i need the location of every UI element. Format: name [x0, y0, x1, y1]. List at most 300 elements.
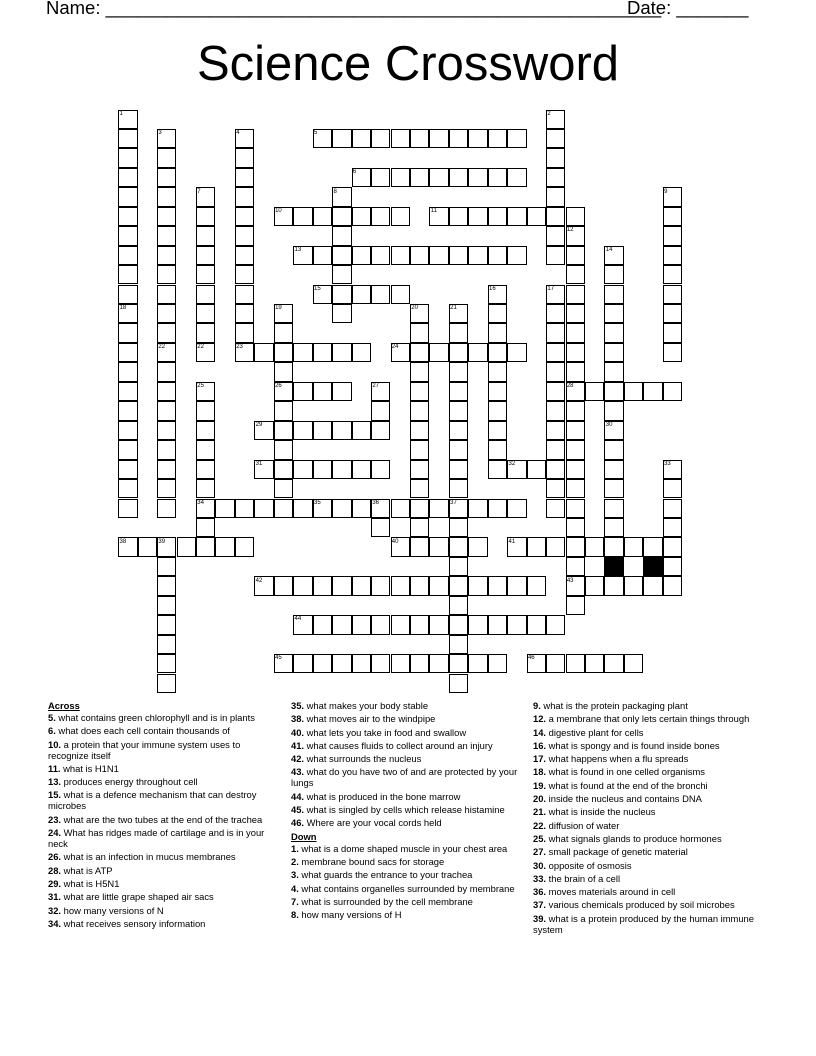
grid-cell[interactable]: [332, 207, 351, 226]
grid-cell[interactable]: [624, 654, 643, 673]
grid-cell[interactable]: [118, 479, 137, 498]
grid-cell[interactable]: [585, 576, 604, 595]
grid-cell[interactable]: [118, 401, 137, 420]
grid-cell[interactable]: [371, 168, 390, 187]
grid-cell[interactable]: [157, 479, 176, 498]
grid-cell[interactable]: [507, 129, 526, 148]
grid-cell[interactable]: [410, 440, 429, 459]
grid-cell[interactable]: [352, 129, 371, 148]
grid-cell[interactable]: [449, 323, 468, 342]
grid-cell[interactable]: [371, 460, 390, 479]
grid-cell[interactable]: [352, 285, 371, 304]
grid-cell[interactable]: [429, 499, 448, 518]
grid-cell[interactable]: [410, 401, 429, 420]
grid-cell[interactable]: [488, 207, 507, 226]
grid-cell[interactable]: [293, 499, 312, 518]
grid-cell[interactable]: [585, 382, 604, 401]
grid-cell[interactable]: [313, 460, 332, 479]
grid-cell[interactable]: [410, 615, 429, 634]
grid-cell[interactable]: [429, 246, 448, 265]
grid-cell[interactable]: [410, 382, 429, 401]
grid-cell[interactable]: [118, 148, 137, 167]
grid-cell[interactable]: [468, 537, 487, 556]
grid-cell[interactable]: [410, 537, 429, 556]
grid-cell[interactable]: [546, 129, 565, 148]
grid-cell[interactable]: [449, 460, 468, 479]
grid-cell[interactable]: [157, 382, 176, 401]
grid-cell[interactable]: [274, 440, 293, 459]
grid-cell[interactable]: [371, 129, 390, 148]
grid-cell[interactable]: [157, 148, 176, 167]
grid-cell[interactable]: [546, 382, 565, 401]
grid-cell[interactable]: [332, 654, 351, 673]
grid-cell[interactable]: [527, 460, 546, 479]
grid-cell[interactable]: [371, 576, 390, 595]
grid-cell[interactable]: [118, 382, 137, 401]
grid-cell[interactable]: [566, 440, 585, 459]
grid-cell[interactable]: [566, 401, 585, 420]
grid-cell[interactable]: [546, 246, 565, 265]
grid-cell[interactable]: [604, 382, 623, 401]
date-field[interactable]: Date: _______: [627, 0, 749, 18]
grid-cell[interactable]: [157, 674, 176, 693]
grid-cell[interactable]: [410, 323, 429, 342]
grid-cell[interactable]: [391, 499, 410, 518]
grid-cell[interactable]: [566, 596, 585, 615]
grid-cell[interactable]: [410, 362, 429, 381]
grid-cell[interactable]: [371, 285, 390, 304]
grid-cell[interactable]: [663, 226, 682, 245]
grid-cell[interactable]: [604, 576, 623, 595]
grid-cell[interactable]: [235, 207, 254, 226]
grid-cell[interactable]: [604, 265, 623, 284]
grid-cell[interactable]: [352, 576, 371, 595]
grid-cell[interactable]: [118, 207, 137, 226]
grid-cell[interactable]: [604, 285, 623, 304]
grid-cell[interactable]: [604, 499, 623, 518]
grid-cell[interactable]: [196, 246, 215, 265]
grid-cell[interactable]: [332, 615, 351, 634]
grid-cell[interactable]: [566, 479, 585, 498]
grid-cell[interactable]: [157, 265, 176, 284]
grid-cell[interactable]: [118, 285, 137, 304]
grid-cell[interactable]: [527, 207, 546, 226]
grid-cell[interactable]: [157, 304, 176, 323]
grid-cell[interactable]: [488, 304, 507, 323]
grid-cell[interactable]: [196, 421, 215, 440]
grid-cell[interactable]: [488, 246, 507, 265]
grid-cell[interactable]: [566, 421, 585, 440]
grid-cell[interactable]: [410, 129, 429, 148]
grid-cell[interactable]: [391, 615, 410, 634]
grid-cell[interactable]: [488, 499, 507, 518]
grid-cell[interactable]: [410, 499, 429, 518]
grid-cell[interactable]: [449, 401, 468, 420]
grid-cell[interactable]: [410, 421, 429, 440]
grid-cell[interactable]: [118, 421, 137, 440]
grid-cell[interactable]: [566, 362, 585, 381]
grid-cell[interactable]: [352, 499, 371, 518]
grid-cell[interactable]: [215, 499, 234, 518]
grid-cell[interactable]: [429, 537, 448, 556]
grid-cell[interactable]: [177, 537, 196, 556]
grid-cell[interactable]: [546, 148, 565, 167]
grid-cell[interactable]: [391, 246, 410, 265]
grid-cell[interactable]: [488, 421, 507, 440]
grid-cell[interactable]: [235, 265, 254, 284]
grid-cell[interactable]: [410, 479, 429, 498]
grid-cell[interactable]: [429, 654, 448, 673]
grid-cell[interactable]: [371, 518, 390, 537]
grid-cell[interactable]: [118, 323, 137, 342]
grid-cell[interactable]: [507, 499, 526, 518]
grid-cell[interactable]: [157, 323, 176, 342]
grid-cell[interactable]: [566, 246, 585, 265]
grid-cell[interactable]: [468, 129, 487, 148]
grid-cell[interactable]: [488, 323, 507, 342]
grid-cell[interactable]: [157, 499, 176, 518]
grid-cell[interactable]: [196, 440, 215, 459]
grid-cell[interactable]: [546, 479, 565, 498]
grid-cell[interactable]: [566, 207, 585, 226]
grid-cell[interactable]: [468, 499, 487, 518]
grid-cell[interactable]: [429, 576, 448, 595]
grid-cell[interactable]: [546, 187, 565, 206]
grid-cell[interactable]: [196, 323, 215, 342]
grid-cell[interactable]: [604, 460, 623, 479]
grid-cell[interactable]: [488, 129, 507, 148]
grid-cell[interactable]: [604, 343, 623, 362]
grid-cell[interactable]: [352, 207, 371, 226]
grid-cell[interactable]: [332, 421, 351, 440]
grid-cell[interactable]: [274, 323, 293, 342]
grid-cell[interactable]: [546, 362, 565, 381]
grid-cell[interactable]: [196, 537, 215, 556]
grid-cell[interactable]: [507, 246, 526, 265]
grid-cell[interactable]: [118, 460, 137, 479]
grid-cell[interactable]: [313, 421, 332, 440]
grid-cell[interactable]: [157, 615, 176, 634]
grid-cell[interactable]: [293, 382, 312, 401]
grid-cell[interactable]: [391, 168, 410, 187]
grid-cell[interactable]: [429, 129, 448, 148]
grid-cell[interactable]: [604, 304, 623, 323]
grid-cell[interactable]: [157, 168, 176, 187]
grid-cell[interactable]: [663, 576, 682, 595]
grid-cell[interactable]: [196, 401, 215, 420]
grid-cell[interactable]: [449, 382, 468, 401]
grid-cell[interactable]: [604, 401, 623, 420]
grid-cell[interactable]: [371, 421, 390, 440]
grid-cell[interactable]: [118, 362, 137, 381]
grid-cell[interactable]: [313, 576, 332, 595]
grid-cell[interactable]: [507, 207, 526, 226]
grid-cell[interactable]: [332, 285, 351, 304]
grid-cell[interactable]: [468, 246, 487, 265]
grid-cell[interactable]: [546, 401, 565, 420]
grid-cell[interactable]: [546, 460, 565, 479]
grid-cell[interactable]: [507, 343, 526, 362]
grid-cell[interactable]: [468, 343, 487, 362]
grid-cell[interactable]: [429, 343, 448, 362]
grid-cell[interactable]: [566, 304, 585, 323]
grid-cell[interactable]: [118, 265, 137, 284]
grid-cell[interactable]: [352, 460, 371, 479]
grid-cell[interactable]: [254, 499, 273, 518]
grid-cell[interactable]: [313, 207, 332, 226]
grid-cell[interactable]: [449, 518, 468, 537]
grid-cell[interactable]: [235, 304, 254, 323]
grid-cell[interactable]: [449, 576, 468, 595]
grid-cell[interactable]: [604, 479, 623, 498]
grid-cell[interactable]: [449, 479, 468, 498]
grid-cell[interactable]: [293, 343, 312, 362]
grid-cell[interactable]: [352, 654, 371, 673]
grid-cell[interactable]: [235, 499, 254, 518]
grid-cell[interactable]: [546, 421, 565, 440]
grid-cell[interactable]: [527, 576, 546, 595]
grid-cell[interactable]: [235, 285, 254, 304]
grid-cell[interactable]: [566, 323, 585, 342]
grid-cell[interactable]: [313, 246, 332, 265]
grid-cell[interactable]: [546, 440, 565, 459]
grid-cell[interactable]: [410, 246, 429, 265]
grid-cell[interactable]: [293, 460, 312, 479]
grid-cell[interactable]: [585, 654, 604, 673]
grid-cell[interactable]: [313, 654, 332, 673]
grid-cell[interactable]: [332, 246, 351, 265]
grid-cell[interactable]: [332, 576, 351, 595]
grid-cell[interactable]: [663, 382, 682, 401]
grid-cell[interactable]: [546, 226, 565, 245]
grid-cell[interactable]: [332, 129, 351, 148]
grid-cell[interactable]: [332, 343, 351, 362]
grid-cell[interactable]: [313, 615, 332, 634]
grid-cell[interactable]: [663, 518, 682, 537]
grid-cell[interactable]: [371, 246, 390, 265]
grid-cell[interactable]: [157, 246, 176, 265]
grid-cell[interactable]: [566, 343, 585, 362]
grid-cell[interactable]: [488, 168, 507, 187]
grid-cell[interactable]: [410, 168, 429, 187]
grid-cell[interactable]: [157, 226, 176, 245]
grid-cell[interactable]: [391, 129, 410, 148]
grid-cell[interactable]: [274, 499, 293, 518]
grid-cell[interactable]: [507, 168, 526, 187]
grid-cell[interactable]: [157, 421, 176, 440]
grid-cell[interactable]: [410, 654, 429, 673]
grid-cell[interactable]: [643, 576, 662, 595]
grid-cell[interactable]: [449, 596, 468, 615]
grid-cell[interactable]: [468, 615, 487, 634]
grid-cell[interactable]: [235, 148, 254, 167]
grid-cell[interactable]: [604, 518, 623, 537]
grid-cell[interactable]: [449, 362, 468, 381]
grid-cell[interactable]: [196, 226, 215, 245]
grid-cell[interactable]: [157, 187, 176, 206]
grid-cell[interactable]: [488, 440, 507, 459]
grid-cell[interactable]: [118, 246, 137, 265]
grid-cell[interactable]: [196, 479, 215, 498]
grid-cell[interactable]: [196, 460, 215, 479]
grid-cell[interactable]: [449, 635, 468, 654]
grid-cell[interactable]: [468, 168, 487, 187]
grid-cell[interactable]: [118, 343, 137, 362]
grid-cell[interactable]: [566, 499, 585, 518]
grid-cell[interactable]: [488, 362, 507, 381]
grid-cell[interactable]: [157, 207, 176, 226]
grid-cell[interactable]: [604, 323, 623, 342]
grid-cell[interactable]: [624, 382, 643, 401]
grid-cell[interactable]: [585, 537, 604, 556]
grid-cell[interactable]: [546, 304, 565, 323]
grid-cell[interactable]: [604, 440, 623, 459]
grid-cell[interactable]: [313, 343, 332, 362]
grid-cell[interactable]: [352, 343, 371, 362]
grid-cell[interactable]: [546, 323, 565, 342]
grid-cell[interactable]: [157, 557, 176, 576]
grid-cell[interactable]: [410, 518, 429, 537]
grid-cell[interactable]: [371, 654, 390, 673]
grid-cell[interactable]: [157, 362, 176, 381]
grid-cell[interactable]: [468, 654, 487, 673]
grid-cell[interactable]: [235, 537, 254, 556]
grid-cell[interactable]: [313, 382, 332, 401]
grid-cell[interactable]: [352, 421, 371, 440]
grid-cell[interactable]: [488, 401, 507, 420]
grid-cell[interactable]: [449, 129, 468, 148]
grid-cell[interactable]: [352, 615, 371, 634]
grid-cell[interactable]: [157, 285, 176, 304]
grid-cell[interactable]: [566, 285, 585, 304]
grid-cell[interactable]: [196, 518, 215, 537]
grid-cell[interactable]: [196, 304, 215, 323]
grid-cell[interactable]: [371, 615, 390, 634]
grid-cell[interactable]: [196, 207, 215, 226]
grid-cell[interactable]: [566, 654, 585, 673]
grid-cell[interactable]: [118, 499, 137, 518]
grid-cell[interactable]: [157, 596, 176, 615]
grid-cell[interactable]: [546, 499, 565, 518]
grid-cell[interactable]: [410, 460, 429, 479]
grid-cell[interactable]: [196, 265, 215, 284]
grid-cell[interactable]: [663, 246, 682, 265]
grid-cell[interactable]: [449, 557, 468, 576]
grid-cell[interactable]: [157, 460, 176, 479]
grid-cell[interactable]: [391, 207, 410, 226]
grid-cell[interactable]: [138, 537, 157, 556]
grid-cell[interactable]: [157, 576, 176, 595]
grid-cell[interactable]: [546, 654, 565, 673]
grid-cell[interactable]: [527, 615, 546, 634]
grid-cell[interactable]: [196, 285, 215, 304]
grid-cell[interactable]: [663, 343, 682, 362]
grid-cell[interactable]: [488, 382, 507, 401]
grid-cell[interactable]: [254, 343, 273, 362]
grid-cell[interactable]: [663, 285, 682, 304]
grid-cell[interactable]: [449, 168, 468, 187]
grid-cell[interactable]: [624, 537, 643, 556]
grid-cell[interactable]: [371, 401, 390, 420]
grid-cell[interactable]: [468, 576, 487, 595]
grid-cell[interactable]: [663, 537, 682, 556]
grid-cell[interactable]: [391, 654, 410, 673]
grid-cell[interactable]: [274, 343, 293, 362]
grid-cell[interactable]: [235, 323, 254, 342]
grid-cell[interactable]: [566, 265, 585, 284]
grid-cell[interactable]: [118, 440, 137, 459]
grid-cell[interactable]: [118, 226, 137, 245]
grid-cell[interactable]: [332, 265, 351, 284]
grid-cell[interactable]: [274, 421, 293, 440]
grid-cell[interactable]: [449, 343, 468, 362]
grid-cell[interactable]: [546, 168, 565, 187]
grid-cell[interactable]: [391, 576, 410, 595]
grid-cell[interactable]: [293, 207, 312, 226]
grid-cell[interactable]: [332, 226, 351, 245]
grid-cell[interactable]: [371, 207, 390, 226]
grid-cell[interactable]: [293, 421, 312, 440]
grid-cell[interactable]: [546, 207, 565, 226]
grid-cell[interactable]: [235, 187, 254, 206]
grid-cell[interactable]: [215, 537, 234, 556]
grid-cell[interactable]: [429, 615, 448, 634]
grid-cell[interactable]: [449, 440, 468, 459]
grid-cell[interactable]: [332, 304, 351, 323]
grid-cell[interactable]: [118, 187, 137, 206]
grid-cell[interactable]: [663, 479, 682, 498]
grid-cell[interactable]: [663, 557, 682, 576]
grid-cell[interactable]: [546, 615, 565, 634]
grid-cell[interactable]: [410, 343, 429, 362]
grid-cell[interactable]: [449, 421, 468, 440]
grid-cell[interactable]: [332, 460, 351, 479]
grid-cell[interactable]: [449, 537, 468, 556]
grid-cell[interactable]: [429, 168, 448, 187]
grid-cell[interactable]: [546, 537, 565, 556]
grid-cell[interactable]: [507, 615, 526, 634]
grid-cell[interactable]: [488, 343, 507, 362]
grid-cell[interactable]: [546, 343, 565, 362]
grid-cell[interactable]: [488, 615, 507, 634]
grid-cell[interactable]: [118, 129, 137, 148]
grid-cell[interactable]: [624, 576, 643, 595]
grid-cell[interactable]: [488, 654, 507, 673]
grid-cell[interactable]: [663, 499, 682, 518]
grid-cell[interactable]: [566, 460, 585, 479]
grid-cell[interactable]: [449, 207, 468, 226]
grid-cell[interactable]: [293, 654, 312, 673]
grid-cell[interactable]: [527, 537, 546, 556]
grid-cell[interactable]: [235, 168, 254, 187]
grid-cell[interactable]: [663, 304, 682, 323]
grid-cell[interactable]: [566, 537, 585, 556]
grid-cell[interactable]: [274, 401, 293, 420]
grid-cell[interactable]: [663, 207, 682, 226]
grid-cell[interactable]: [604, 654, 623, 673]
grid-cell[interactable]: [157, 401, 176, 420]
grid-cell[interactable]: [449, 246, 468, 265]
grid-cell[interactable]: [157, 440, 176, 459]
grid-cell[interactable]: [507, 576, 526, 595]
grid-cell[interactable]: [274, 576, 293, 595]
grid-cell[interactable]: [488, 576, 507, 595]
grid-cell[interactable]: [332, 499, 351, 518]
grid-cell[interactable]: [663, 265, 682, 284]
grid-cell[interactable]: [643, 382, 662, 401]
grid-cell[interactable]: [566, 557, 585, 576]
grid-cell[interactable]: [391, 285, 410, 304]
